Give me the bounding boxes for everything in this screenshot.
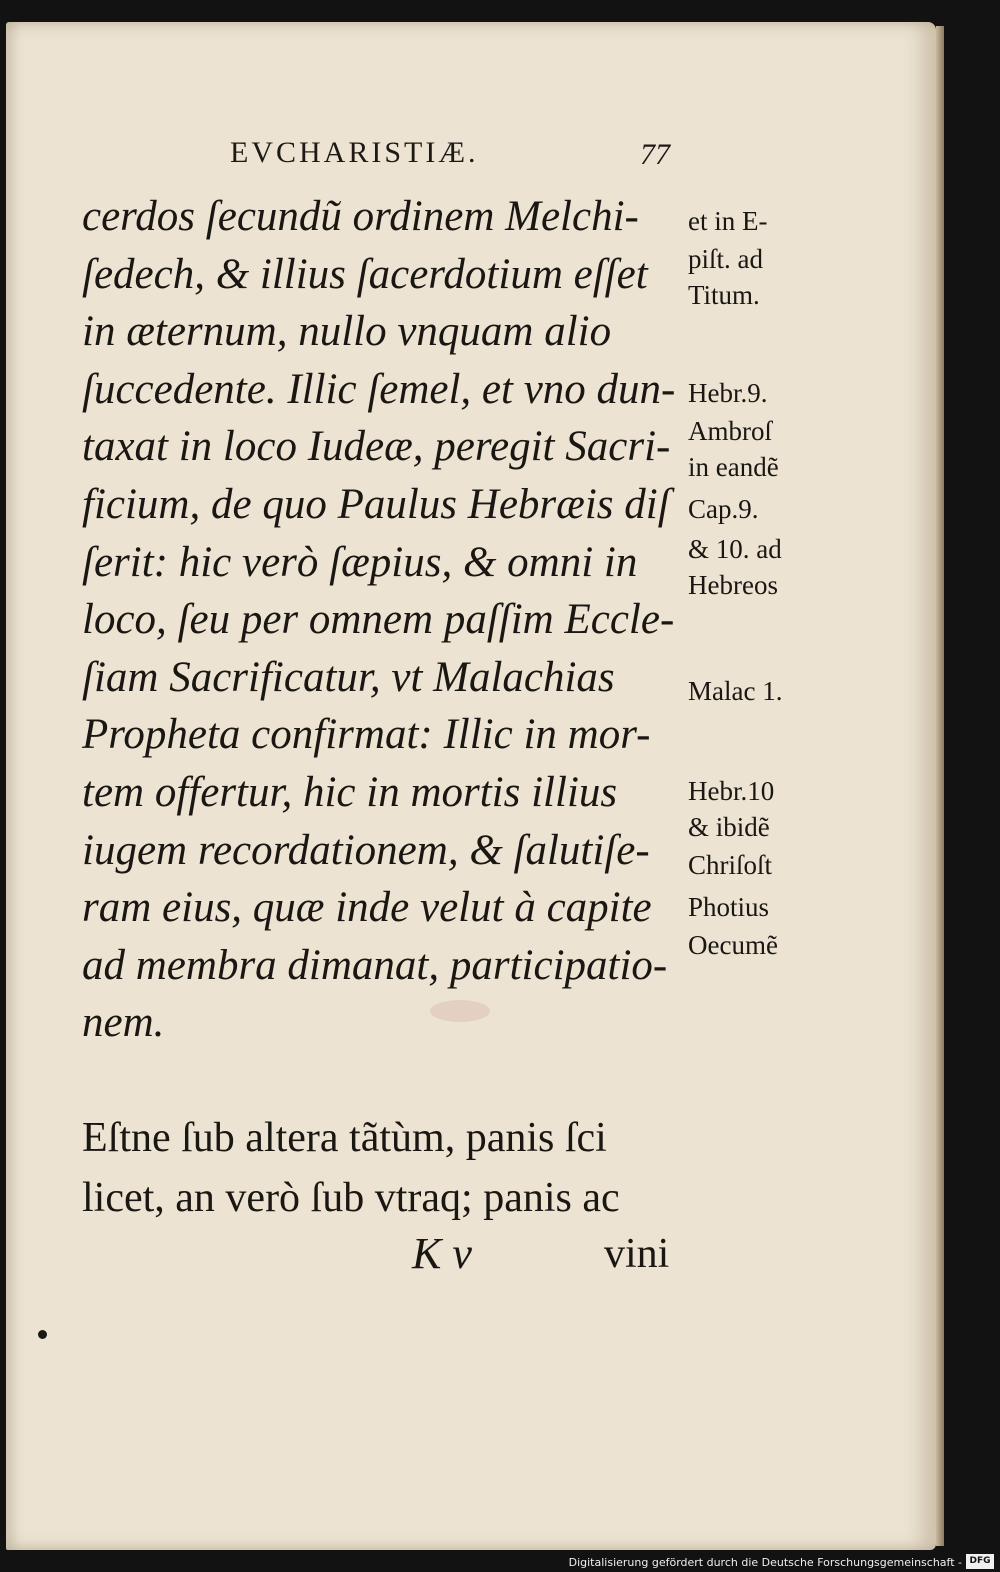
- text-line: taxat in loco Iudeæ, peregit Sacri-: [82, 423, 671, 471]
- text-line: Propheta confirmat: Illic in mor-: [82, 711, 651, 759]
- text-line: licet, an verò ſub vtraq; panis ac: [82, 1175, 620, 1221]
- margin-note: Oecumẽ: [688, 930, 778, 960]
- text-line: ſerit: hic verò ſæpius, & omni in: [82, 538, 638, 586]
- margin-note: et in E-: [688, 206, 768, 236]
- margin-note: Cap.9.: [688, 494, 759, 524]
- margin-note: Hebr.10: [688, 776, 775, 806]
- text-line: ad membra dimanat, participatio-: [82, 941, 668, 989]
- margin-note: in eandẽ: [688, 452, 779, 482]
- text-line: nem.: [82, 999, 165, 1047]
- margin-note: Titum.: [688, 280, 760, 310]
- text-line: ficium, de quo Paulus Hebræis diſ: [82, 480, 670, 528]
- footer-bar: [0, 1550, 1000, 1572]
- catchword: vini: [604, 1231, 670, 1277]
- margin-note: Malac 1.: [688, 676, 783, 706]
- body-text-italic: [82, 188, 675, 1052]
- running-head: EVCHARISTIÆ.: [230, 136, 479, 169]
- text-line: Eſtne ſub altera tãtùm, panis ſci: [82, 1115, 607, 1161]
- margin-note: Hebr.9.: [688, 378, 768, 408]
- margin-note: Hebreos: [688, 570, 778, 600]
- text-line: ſiam Sacrificatur, vt Malachias: [82, 653, 615, 701]
- margin-note: & 10. ad: [688, 534, 782, 564]
- margin-note: Chriſoſt: [688, 850, 773, 880]
- page-number: 77: [640, 138, 670, 171]
- text-line: cerdos ſecundũ ordinem Melchi-: [82, 193, 639, 240]
- text-line: tem offertur, hic in mortis illius: [82, 768, 618, 816]
- dfg-logo-icon: DFG: [966, 1554, 994, 1569]
- text-line: ſedech, & illius ſacerdotium eſſet: [82, 250, 648, 298]
- body-text-roman: [82, 1108, 620, 1228]
- margin-note: Photius: [688, 892, 770, 922]
- text-line: loco, ſeu per omnem paſſim Eccle-: [82, 596, 675, 644]
- margin-note: Ambroſ: [688, 416, 772, 446]
- text-line: in æternum, nullo vnquam alio: [82, 308, 612, 356]
- ink-dot: [38, 1330, 47, 1339]
- margin-note: & ibidẽ: [688, 812, 770, 842]
- margin-note: piſt. ad: [688, 244, 763, 274]
- page-edge: [936, 26, 944, 1546]
- text-line: ſuccedente. Illic ſemel, et vno dun-: [82, 365, 676, 413]
- text-line: iugem recordationem, & ſalutiſe-: [82, 826, 650, 874]
- signature-mark: K v: [412, 1229, 472, 1278]
- footer-credit: Digitalisierung gefördert durch die Deutsche Forschungsgemeinschaft -: [568, 1556, 962, 1569]
- text-line: ram eius, quæ inde velut à capite: [82, 884, 652, 932]
